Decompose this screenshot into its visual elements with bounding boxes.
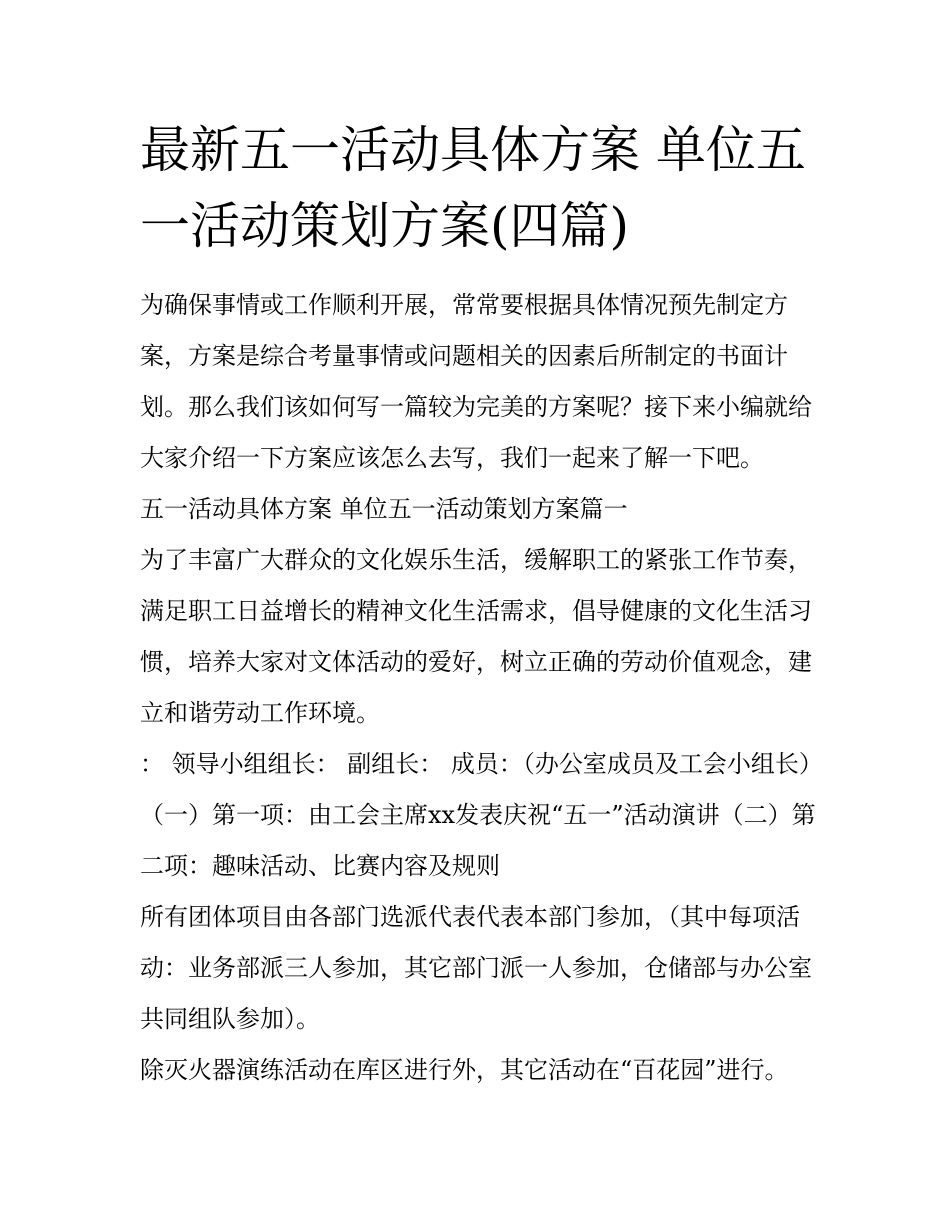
intro-paragraph: 为确保事情或工作顺利开展，常常要根据具体情况预先制定方案，方案是综合考量事情或问题相关的因素后所制定的书面计划。那么我们该如何写一篇较为完美的方案呢？接下来小编就给大家介绍一下方案应该怎么去写，我们一起来了解一下吧。 — [140, 291, 812, 472]
organization-paragraph: ： 领导小组组长： 副组长： 成员：（办公室成员及工会小组长）（一）第一项：由工会主席xx发表庆祝“五一”活动演讲（二）第二项：趣味活动、比赛内容及规则 — [140, 750, 816, 880]
section-heading: 五一活动具体方案 单位五一活动策划方案篇一 — [140, 495, 628, 523]
location-paragraph: 除灭火器演练活动在库区进行外，其它活动在“百花园”进行。 — [140, 1056, 789, 1084]
document-content — [140, 112, 816, 1096]
document-title: 最新五一活动具体方案 单位五一活动策划方案(四篇) — [140, 121, 806, 255]
purpose-paragraph: 为了丰富广大群众的文化娱乐生活，缓解职工的紧张工作节奏，满足职工日益增长的精神文化生活需求，倡导健康的文化生活习惯，培养大家对文体活动的爱好，树立正确的劳动价值观念，建立和谐劳动工作环境。 — [140, 546, 812, 727]
participation-paragraph: 所有团体项目由各部门选派代表代表本部门参加，（其中每项活动：业务部派三人参加，其它部门派一人参加，仓储部与办公室共同组队参加）。 — [140, 903, 812, 1033]
